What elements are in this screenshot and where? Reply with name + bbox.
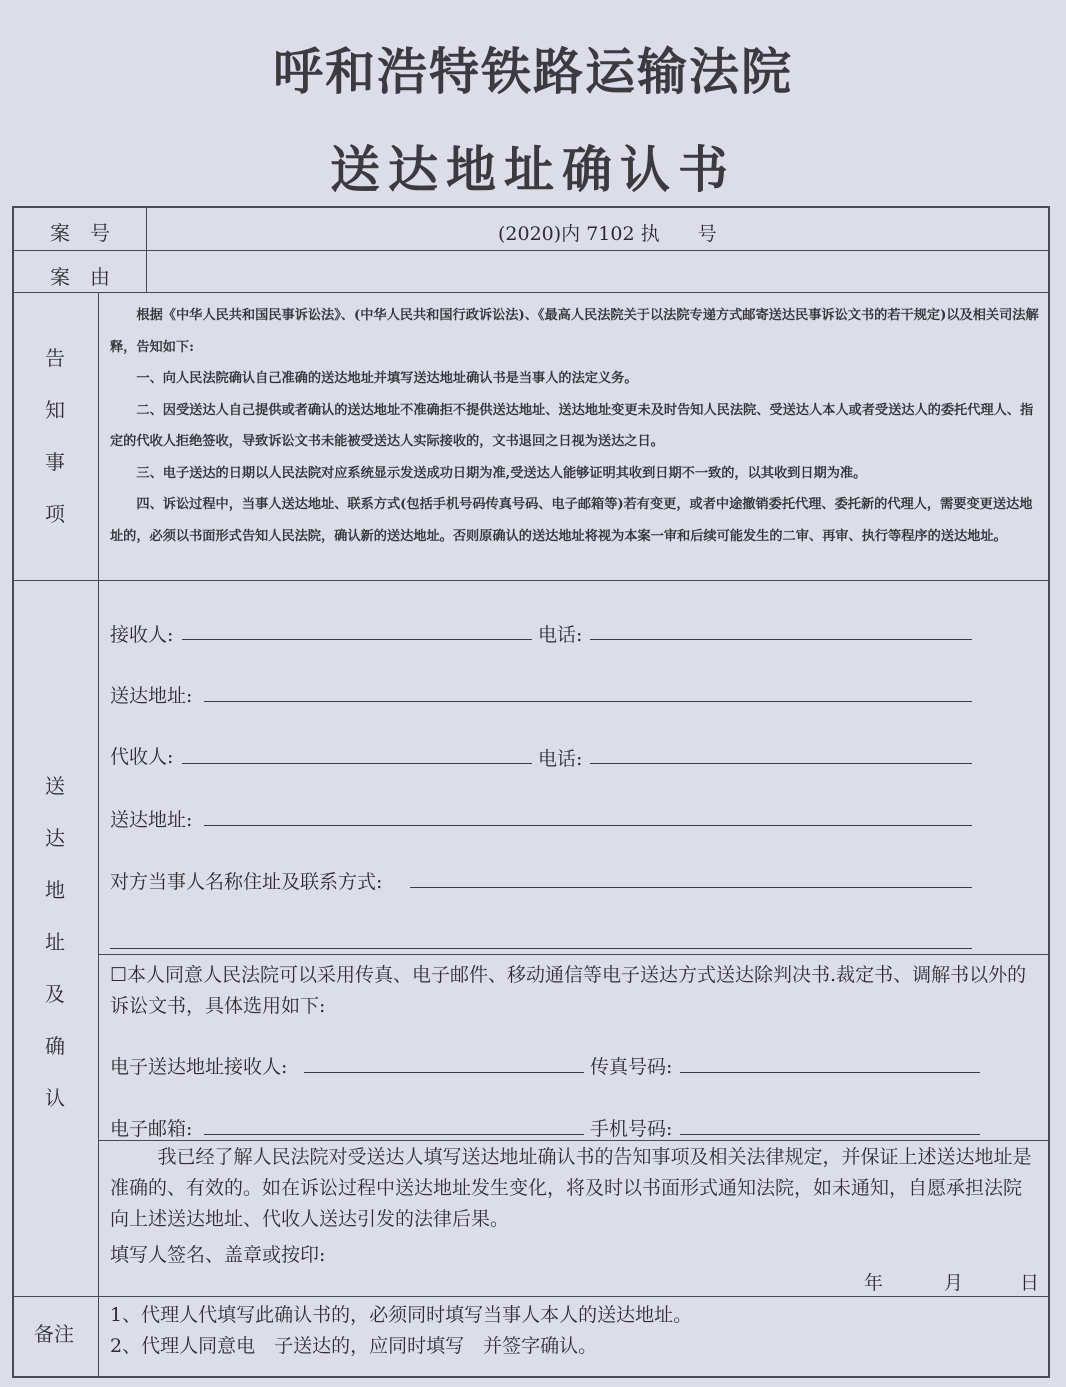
receiver-phone-label: 电话: xyxy=(538,624,583,646)
notice-text xyxy=(110,300,1042,552)
electronic-consent-text: ☐本人同意人民法院可以采用传真、电子邮件、移动通信等电子送达方式送达除判决书.裁定书、调解书以外的诉讼文书，具体选用如下: xyxy=(110,964,1027,1017)
confirmation-text xyxy=(110,1142,1040,1235)
notice-label-char: 知 xyxy=(45,398,65,422)
confirmation-paragraph: 我已经了解人民法院对受送达人填写送达地址确认书的告知事项及相关法律规定，并保证上述送达地址是准确的、有效的。如在诉讼过程中送达地址发生变化，将及时以书面形式通知法院，如未通知，自愿承担法院向上述送达地址、代收人送达引发的法律后果。 xyxy=(110,1146,1032,1230)
notice-intro: 根据《中华人民共和国民事诉讼法》、(中华人民共和国行政诉讼法)、《最高人民法院关于以法院专递方式邮寄送达民事诉讼文书的若干规定)以及相关司法解释，告知如下: xyxy=(110,308,1039,355)
date-month-label: 月 xyxy=(944,1272,964,1294)
agent-label: 代收人: xyxy=(110,746,174,768)
remark-item-2: 2、代理人同意电 子送达的，应同时填写 并签字确认。 xyxy=(110,1335,598,1357)
other-party-field-line2[interactable] xyxy=(110,948,972,949)
remarks-list xyxy=(110,1300,1040,1362)
case-number-value: (2020)内 7102 执 号 xyxy=(498,223,717,245)
date-day-label: 日 xyxy=(1020,1272,1040,1294)
court-name: 呼和浩特铁路运输法院 xyxy=(273,43,793,101)
remarks-label: 备注 xyxy=(34,1322,74,1346)
agent-phone-label: 电话: xyxy=(538,748,583,770)
address-label-char: 送 xyxy=(45,774,65,798)
notice-item-3: 三、电子送达的日期以人民法院对应系统显示发送成功日期为准,受送达人能够证明其收到日期不一致的，以其收到日期为准。 xyxy=(136,465,867,481)
electronic-consent[interactable] xyxy=(110,960,1040,1022)
address-label-char: 达 xyxy=(45,826,65,850)
notice-label-char: 项 xyxy=(45,502,65,526)
case-reason-label: 案 由 xyxy=(50,265,110,289)
sign-label: 填写人签名、盖章或按印: xyxy=(110,1244,326,1266)
receiver-field[interactable] xyxy=(182,639,532,640)
address-label-char: 地 xyxy=(45,878,65,902)
notice-label-char: 告 xyxy=(45,346,65,370)
email-label: 电子邮箱: xyxy=(110,1118,193,1140)
notice-item-2: 二、因受送达人自己提供或者确认的送达地址不准确拒不提供送达地址、送达地址变更未及时告知人民法院、受送达人本人或者受送达人的委托代理人、指定的代收人拒绝签收，导致诉讼文书未能被受送达人实际接收的，文书退回之日视为送达之日。 xyxy=(110,402,1034,449)
email-field[interactable] xyxy=(204,1134,584,1135)
fax-field[interactable] xyxy=(680,1072,980,1073)
notice-item-4: 四、诉讼过程中，当事人送达地址、联系方式(包括手机号码传真号码、电子邮箱等)若有变更，或者中途撤销委托代理、委托新的代理人，需要变更送达地址的，必须以书面形式告知人民法院，确认新的送达地址。否则原确认的送达地址将视为本案一审和后续可能发生的二审、再审、执行等程序的送达地址。 xyxy=(110,497,1033,544)
receiver-label: 接收人: xyxy=(110,624,174,646)
notice-item-1: 一、向人民法院确认自己准确的送达地址并填写送达地址确认书是当事人的法定义务。 xyxy=(136,371,638,386)
address-label-char: 及 xyxy=(45,982,65,1006)
date-year-label: 年 xyxy=(864,1272,884,1294)
agent-address-label: 送达地址: xyxy=(110,809,193,831)
case-number-label: 案 号 xyxy=(50,221,110,245)
document-title: 送达地址确认书 xyxy=(330,141,736,199)
delivery-address-field[interactable] xyxy=(204,701,972,702)
agent-field[interactable] xyxy=(182,763,532,764)
form-table xyxy=(12,206,1050,1378)
remark-item-1: 1、代理人代填写此确认书的，必须同时填写当事人本人的送达地址。 xyxy=(110,1304,693,1326)
electronic-receiver-label: 电子送达地址接收人: xyxy=(110,1056,288,1078)
delivery-address-label: 送达地址: xyxy=(110,685,193,707)
receiver-phone-field[interactable] xyxy=(590,639,972,640)
notice-label-char: 事 xyxy=(45,450,65,474)
electronic-receiver-field[interactable] xyxy=(304,1072,584,1073)
agent-phone-field[interactable] xyxy=(590,763,972,764)
notice-label xyxy=(40,332,70,540)
address-label-char: 确 xyxy=(45,1034,65,1058)
address-label-char: 址 xyxy=(45,930,65,954)
other-party-label: 对方当事人名称住址及联系方式: xyxy=(110,871,383,893)
mobile-label: 手机号码: xyxy=(590,1118,673,1140)
other-party-field[interactable] xyxy=(410,887,972,888)
agent-address-field[interactable] xyxy=(204,825,972,826)
fax-label: 传真号码: xyxy=(590,1056,673,1078)
address-section-label xyxy=(40,760,70,1124)
mobile-field[interactable] xyxy=(680,1134,980,1135)
address-label-char: 认 xyxy=(45,1086,65,1110)
